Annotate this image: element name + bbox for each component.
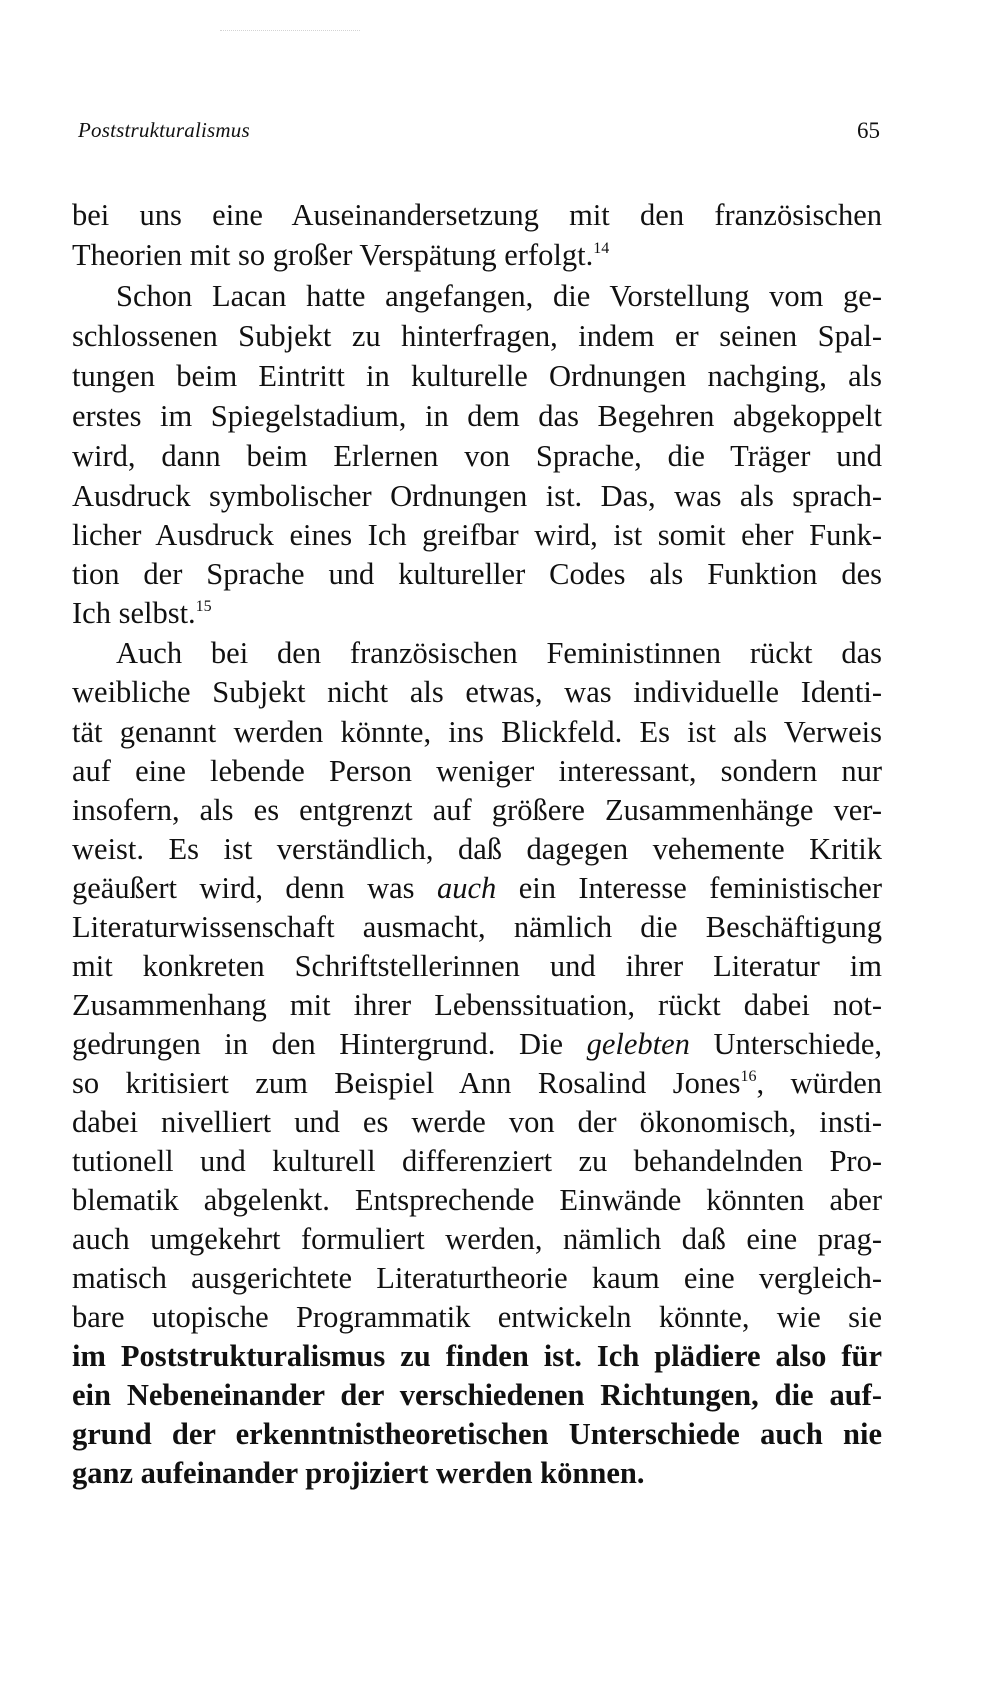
text-line: bei uns eine Auseinandersetzung mit den französischen: [72, 198, 882, 232]
text-line: dabei nivelliert und es werde von der ökonomisch, insti-: [72, 1105, 882, 1139]
text-line: so kritisiert zum Beispiel Ann Rosalind Jones$^{16}$, würden: [72, 1066, 882, 1100]
text-line: mit konkreten Schriftstellerinnen und ihrer Literatur im: [72, 949, 882, 983]
text-line: auf eine lebende Person weniger interessant, sondern nur: [72, 754, 882, 788]
text-line: im Poststrukturalismus zu finden ist. Ich plädiere also für: [72, 1339, 882, 1373]
text-line: Ich selbst.$^{15}$: [72, 596, 212, 630]
footnote-ref: 16: [740, 1068, 757, 1085]
text-line: Ausdruck symbolischer Ordnungen ist. Das, was als sprach-: [72, 479, 882, 513]
text-line: Auch bei den französischen Feministinnen rückt das: [116, 636, 882, 670]
text-line: matisch ausgerichtete Literaturtheorie kaum eine vergleich-: [72, 1261, 882, 1295]
text-line: Zusammenhang mit ihrer Lebenssituation, rückt dabei not-: [72, 988, 882, 1022]
text-line: licher Ausdruck eines Ich greifbar wird, ist somit eher Funk-: [72, 518, 882, 552]
text-line: Literaturwissenschaft ausmacht, nämlich die Beschäftigung: [72, 910, 882, 944]
text-line: wird, dann beim Erlernen von Sprache, die Träger und: [72, 439, 882, 473]
text-line: blematik abgelenkt. Entsprechende Einwände könnten aber: [72, 1183, 882, 1217]
text-line: tutionell und kulturell differenziert zu behandelnden Pro-: [72, 1144, 882, 1178]
text-line: Schon Lacan hatte angefangen, die Vorstellung vom ge-: [116, 279, 882, 313]
text-line: insofern, als es entgrenzt auf größere Zusammenhänge ver-: [72, 793, 882, 827]
text-line: erstes im Spiegelstadium, in dem das Begehren abgekoppelt: [72, 399, 882, 433]
text-line: tion der Sprache und kultureller Codes als Funktion des: [72, 557, 882, 591]
text-line: schlossenen Subjekt zu hinterfragen, indem er seinen Spal-: [72, 319, 882, 353]
page-number: 65: [857, 118, 880, 143]
text-line: weist. Es ist verständlich, daß dagegen vehemente Kritik: [72, 832, 882, 866]
text-line: auch umgekehrt formuliert werden, nämlich daß eine prag-: [72, 1222, 882, 1256]
text-line: Theorien mit so großer Verspätung erfolgt.$^{14}$: [72, 238, 610, 272]
text-line: tät genannt werden könnte, ins Blickfeld. Es ist als Verweis: [72, 715, 882, 749]
text-line: ganz aufeinander projiziert werden können.: [72, 1456, 645, 1490]
text-line: geäußert wird, denn was auch ein Interesse feministischer: [72, 871, 882, 905]
text-line: weibliche Subjekt nicht als etwas, was individuelle Identi-: [72, 675, 882, 709]
text-line: bare utopische Programmatik entwickeln könnte, wie sie: [72, 1300, 882, 1334]
footnote-ref: 15: [195, 598, 212, 615]
running-title: Poststrukturalismus: [78, 118, 250, 142]
text-line: tungen beim Eintritt in kulturelle Ordnungen nachging, als: [72, 359, 882, 393]
text-line: gedrungen in den Hintergrund. Die gelebten Unterschiede,: [72, 1027, 882, 1061]
emphasis: gelebten: [586, 1027, 690, 1061]
scan-artifact: [220, 30, 360, 37]
text-line: ein Nebeneinander der verschiedenen Richtungen, die auf-: [72, 1378, 882, 1412]
text-line: grund der erkenntnistheoretischen Unterschiede auch nie: [72, 1417, 882, 1451]
emphasis: auch: [436, 871, 497, 905]
footnote-ref: 14: [593, 240, 610, 257]
